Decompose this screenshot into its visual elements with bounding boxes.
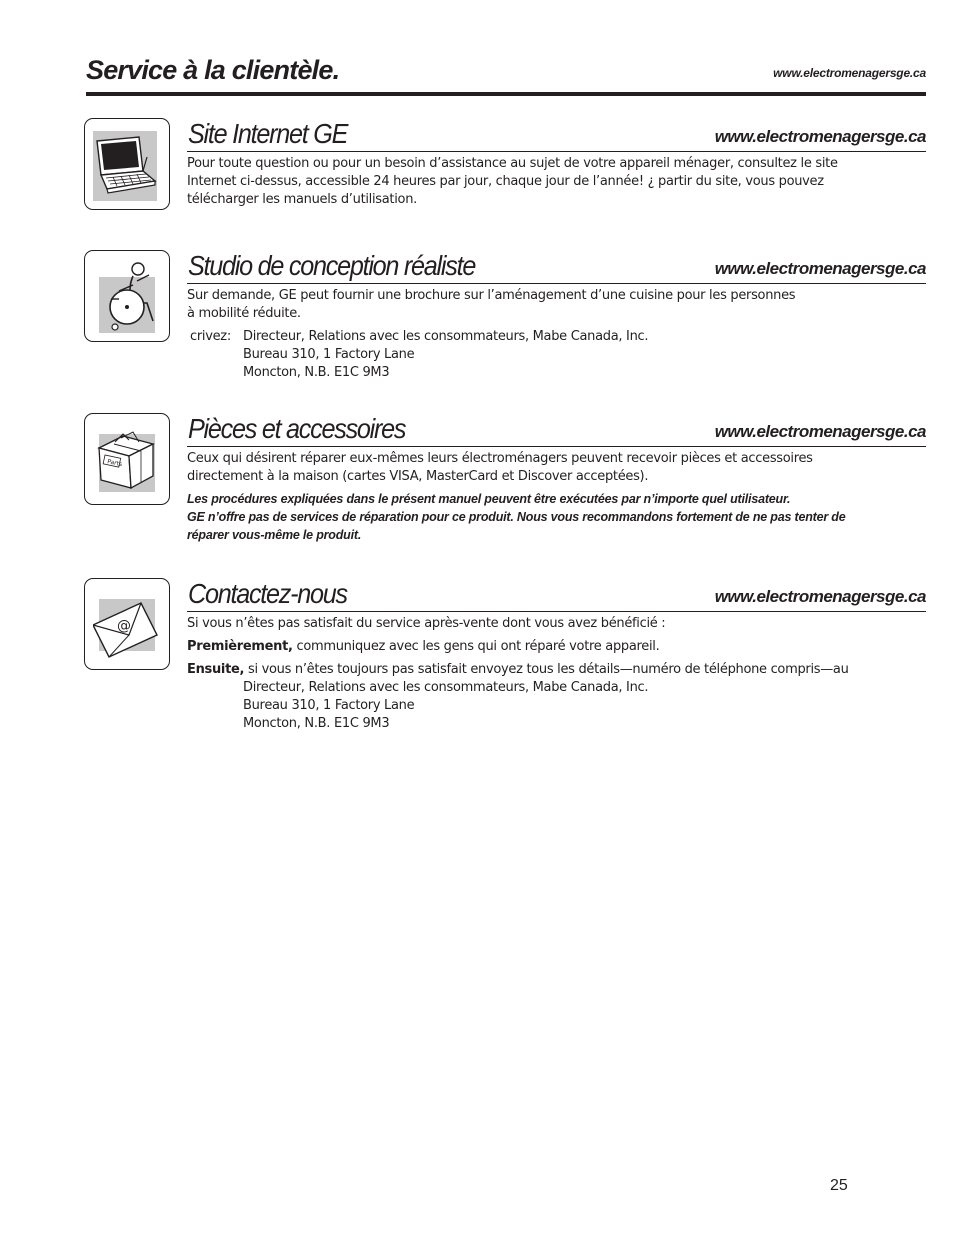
icon-box — [84, 118, 170, 210]
parts-box-label: Parts — [106, 458, 123, 469]
section-title: Studio de conception réaliste — [188, 250, 476, 281]
section-header — [187, 118, 926, 152]
header-url-link[interactable]: www.electromenagersge.ca — [773, 66, 926, 80]
body-line: à mobilité réduite. — [187, 306, 301, 321]
body-line: télécharger les manuels d’utilisation. — [187, 192, 417, 207]
section-header — [187, 578, 926, 612]
section-url-link[interactable]: www.electromenagersge.ca — [714, 587, 926, 606]
warning-line: réparer vous-même le produit. — [187, 528, 362, 542]
laptop-icon — [93, 127, 161, 201]
address-line: Moncton, N.B. E1C 9M3 — [243, 365, 390, 380]
contact-then — [187, 661, 886, 679]
first-label: Premièrement, — [187, 639, 293, 654]
section-url-link[interactable]: www.electromenagersge.ca — [714, 127, 926, 146]
section-url-link[interactable]: www.electromenagersge.ca — [714, 422, 926, 441]
section-header — [187, 413, 926, 447]
address-line: Bureau 310, 1 Factory Lane — [243, 698, 415, 713]
section-contact — [84, 578, 926, 738]
contact-intro: Si vous n’êtes pas satisfait du service après-vente dont vous avez bénéficié : — [187, 616, 666, 631]
body-line: Pour toute question ou pour un besoin d’assistance au sujet de votre appareil ménager, consultez le site — [187, 156, 838, 171]
icon-box — [84, 413, 170, 505]
first-text: communiquez avec les gens qui ont réparé votre appareil. — [292, 639, 660, 654]
page-number: 25 — [830, 1177, 848, 1194]
address-line: Moncton, N.B. E1C 9M3 — [243, 716, 390, 731]
then-label: Ensuite, — [187, 662, 245, 677]
envelope-icon — [93, 587, 161, 661]
section-body — [187, 287, 866, 382]
page-header — [86, 52, 926, 96]
address-block — [187, 328, 866, 382]
address-label: crivez: — [190, 329, 231, 344]
body-line: Internet ci-dessus, accessible 24 heures par jour, chaque jour de l’année! ¿ partir du site, vous pouvez — [187, 174, 824, 189]
page-title: Service à la clientèle. — [86, 55, 340, 85]
icon-box — [84, 250, 170, 342]
warning-line: Les procédures expliquées dans le présent manuel peuvent être exécutées par n’importe quel utilisateur. — [187, 492, 791, 506]
body-line: Sur demande, GE peut fournir une brochure sur l’aménagement d’une cuisine pour les personnes — [187, 288, 796, 303]
wheelchair-icon — [93, 259, 161, 333]
then-text: si vous n’êtes toujours pas satisfait envoyez tous les détails—numéro de téléphone compris—au — [244, 662, 849, 677]
warning-note — [187, 490, 886, 544]
section-url-link[interactable]: www.electromenagersge.ca — [714, 259, 926, 278]
body-line: directement à la maison (cartes VISA, MasterCard et Discover acceptées). — [187, 469, 649, 484]
svg-text:@: @ — [117, 618, 131, 634]
address-line: Directeur, Relations avec les consommateurs, Mabe Canada, Inc. — [243, 329, 649, 344]
section-website — [84, 118, 926, 218]
address-line: Directeur, Relations avec les consommateurs, Mabe Canada, Inc. — [243, 680, 649, 695]
section-title: Contactez-nous — [188, 578, 347, 609]
section-header — [187, 250, 926, 284]
warning-line: GE n’offre pas de services de réparation pour ce produit. Nous vous recommandons fortement de ne pas tenter de — [187, 510, 846, 524]
address-line: Bureau 310, 1 Factory Lane — [243, 347, 415, 362]
section-title: Site Internet GE — [188, 118, 348, 149]
parts-box-icon — [93, 422, 161, 496]
section-design-studio — [84, 250, 926, 390]
contact-first — [187, 638, 886, 656]
icon-box — [84, 578, 170, 670]
body-line: Ceux qui désirent réparer eux-mêmes leurs électroménagers peuvent recevoir pièces et accessoires — [187, 451, 813, 466]
section-parts — [84, 413, 926, 553]
section-body — [187, 155, 866, 209]
section-title: Pièces et accessoires — [188, 413, 406, 444]
section-body — [187, 615, 886, 733]
section-body — [187, 450, 886, 544]
